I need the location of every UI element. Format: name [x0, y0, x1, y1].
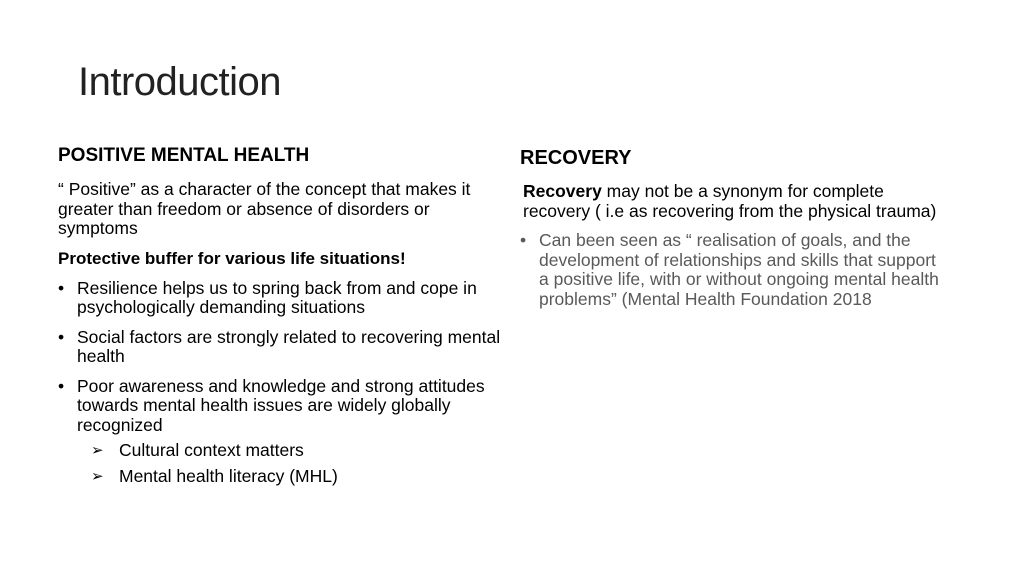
recovery-intro-bold: Recovery [523, 181, 602, 201]
sub-bullet-text: Cultural context matters [119, 440, 304, 460]
list-item [520, 231, 949, 309]
bullet-icon: • [58, 326, 65, 347]
list-item [58, 279, 508, 318]
bullet-text: Poor awareness and knowledge and strong attitudes towards mental health issues are widely globally recognized [77, 375, 485, 435]
positive-intro-paragraph: “ Positive” as a character of the concept that makes it greater than freedom or absence of disorders or symptoms [58, 179, 471, 238]
recovery-column [520, 146, 960, 309]
arrow-bullet-icon: ➢ [91, 442, 104, 459]
positive-bullet-list [58, 279, 508, 436]
bullet-icon: • [520, 230, 527, 250]
recovery-bullet-list [520, 231, 960, 309]
protective-buffer-line: Protective buffer for various life situations! [58, 248, 406, 268]
recovery-heading: RECOVERY [520, 147, 632, 169]
positive-mental-health-heading: POSITIVE MENTAL HEALTH [58, 145, 310, 166]
bullet-text: Social factors are strongly related to recovering mental health [77, 326, 501, 366]
bullet-text: Resilience helps us to spring back from and cope in psychologically demanding situations [77, 277, 477, 317]
arrow-bullet-icon: ➢ [91, 467, 104, 485]
sub-list-item [58, 467, 508, 487]
bullet-icon: • [58, 375, 65, 396]
sub-list-item [58, 441, 508, 461]
recovery-intro-paragraph [523, 182, 943, 221]
sub-bullet-text: Mental health literacy (MHL) [119, 465, 338, 486]
list-item [58, 328, 508, 367]
positive-mental-health-column [58, 144, 508, 486]
bullet-icon: • [58, 277, 65, 298]
sub-bullet-list [58, 441, 508, 486]
recovery-intro-text: may not be a synonym for complete recovery ( i.e as recovering from the physical trauma) [523, 181, 937, 221]
slide-title: Introduction [78, 60, 282, 104]
bullet-text: Can been seen as “ realisation of goals, and the development of relationships and skills that support a positive life, with or without ongoing mental health problems” (Mental Health Foundation 2018 [539, 230, 939, 309]
list-item [58, 377, 508, 436]
